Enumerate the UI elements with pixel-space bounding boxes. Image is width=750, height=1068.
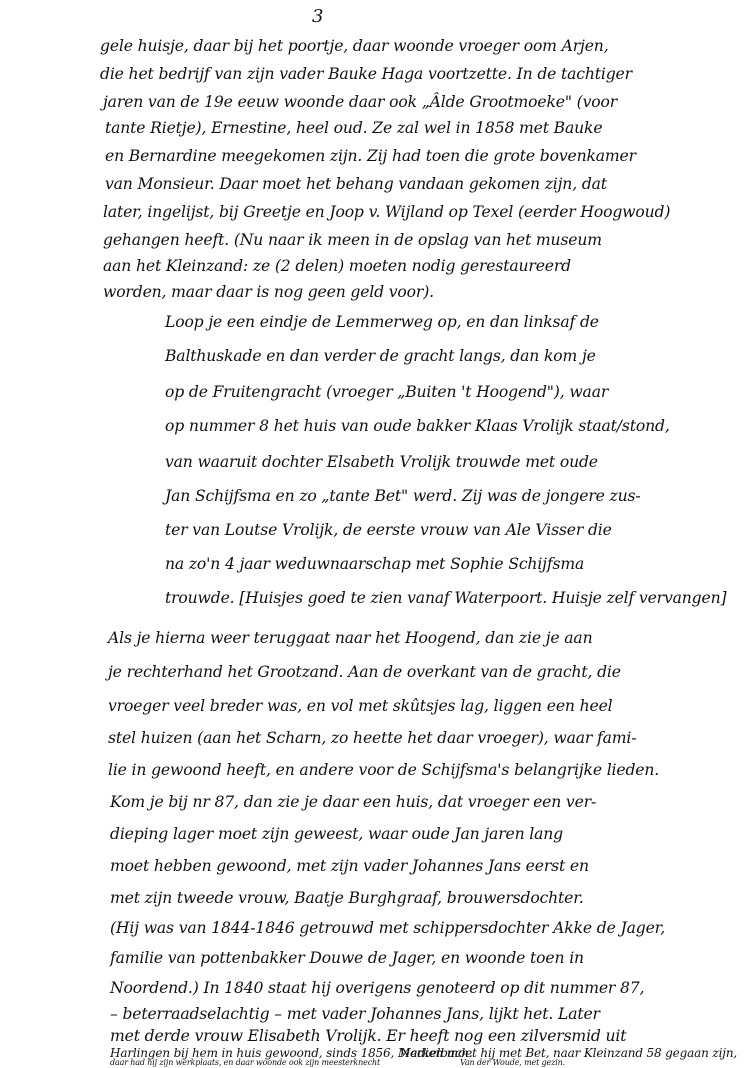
text-line: lie in gewoond heeft, en andere voor de Schijfsma's belangrijke lieden. (108, 761, 660, 779)
text-line: Loop je een eindje de Lemmerweg op, en dan linksaf de (165, 313, 599, 331)
text-line: Harlingen bij hem in huis gewoond, sinds 1856, Merkelbach. (110, 1046, 473, 1060)
text-line: (Hij was van 1844-1846 getrouwd met schippersdochter Akke de Jager, (110, 919, 666, 937)
text-line: op nummer 8 het huis van oude bakker Klaas Vrolijk staat/stond, (165, 417, 670, 435)
text-line: stel huizen (aan het Scharn, zo heette het daar vroeger), waar fami- (108, 729, 637, 747)
text-line: Noordend.) In 1840 staat hij overigens genoteerd op dit nummer 87, (110, 979, 645, 997)
text-line: gehangen heeft. (Nu naar ik meen in de opslag van het museum (103, 231, 602, 249)
text-line: Jan Schijfsma en zo „tante Bet" werd. Zij was de jongere zus- (165, 487, 641, 505)
text-line: na zo'n 4 jaar weduwnaarschap met Sophie Schijfsma (165, 555, 585, 573)
text-line: familie van pottenbakker Douwe de Jager, en woonde toen in (110, 949, 584, 967)
text-line: worden, maar daar is nog geen geld voor). (103, 283, 434, 301)
text-line: daar had hij zijn werkplaats, en daar woonde ook zijn meesterknecht (110, 1058, 381, 1067)
text-line: later, ingelijst, bij Greetje en Joop v. Wijland op Texel (eerder Hoogwoud) (103, 203, 671, 221)
text-line: Kom je bij nr 87, dan zie je daar een huis, dat vroeger een ver- (110, 793, 597, 811)
text-line: Nadien moet hij met Bet, naar Kleinzand 58 gegaan zijn, (400, 1046, 738, 1060)
text-line: van waaruit dochter Elsabeth Vrolijk trouwde met oude (165, 453, 598, 471)
text-line: op de Fruitengracht (vroeger „Buiten 't Hoogend"), waar (165, 383, 609, 401)
text-line: die het bedrijf van zijn vader Bauke Haga voortzette. In de tachtiger (100, 65, 632, 83)
text-line: van Monsieur. Daar moet het behang vandaan gekomen zijn, dat (105, 175, 607, 193)
text-line: gele huisje, daar bij het poortje, daar woonde vroeger oom Arjen, (100, 37, 609, 55)
text-line: – beterraadselachtig – met vader Johannes Jans, lijkt het. Later (110, 1005, 600, 1023)
text-line: dieping lager moet zijn geweest, waar oude Jan jaren lang (110, 825, 563, 843)
text-line: met derde vrouw Elisabeth Vrolijk. Er heeft nog een zilversmid uit (110, 1027, 627, 1045)
text-line: met zijn tweede vrouw, Baatje Burghgraaf, brouwersdochter. (110, 889, 584, 907)
text-line: trouwde. [Huisjes goed te zien vanaf Waterpoort. Huisje zelf vervangen] (165, 589, 727, 607)
text-line: je rechterhand het Grootzand. Aan de overkant van de gracht, die (108, 663, 621, 681)
text-line: Balthuskade en dan verder de gracht langs, dan kom je (165, 347, 596, 365)
text-line: Van der Woude, met gezin. (460, 1058, 565, 1067)
text-line: aan het Kleinzand: ze (2 delen) moeten nodig gerestaureerd (103, 257, 571, 275)
text-line: tante Rietje), Ernestine, heel oud. Ze zal wel in 1858 met Bauke (105, 119, 603, 137)
text-line: en Bernardine meegekomen zijn. Zij had toen die grote bovenkamer (105, 147, 636, 165)
text-line: vroeger veel breder was, en vol met skûtsjes lag, liggen een heel (108, 697, 613, 715)
text-line: ter van Loutse Vrolijk, de eerste vrouw van Ale Visser die (165, 521, 612, 539)
text-line: Als je hierna weer teruggaat naar het Hoogend, dan zie je aan (108, 629, 593, 647)
text-line: jaren van de 19e eeuw woonde daar ook „Âlde Grootmoeke" (voor (103, 93, 618, 111)
page-number: 3 (312, 6, 324, 27)
text-line: moet hebben gewoond, met zijn vader Johannes Jans eerst en (110, 857, 589, 875)
